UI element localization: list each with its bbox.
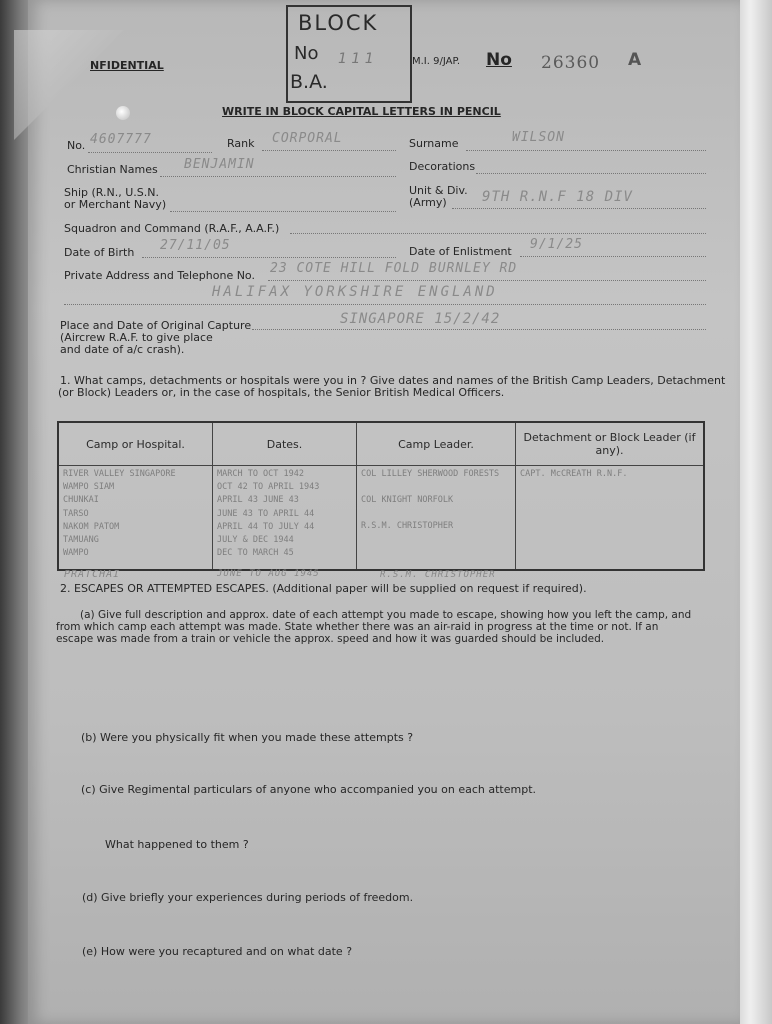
squadron-line [290,233,706,234]
number-label: No [486,50,512,70]
enlistment-value: 9/1/25 [530,237,583,252]
overflow-camp: PRATCHAI [64,569,121,580]
date-entry: APRIL 43 JUNE 43 [217,495,299,506]
no-line [88,152,212,153]
rank-line [262,150,396,151]
camp-entry: TARSO [63,508,89,519]
enlistment-label: Date of Enlistment [409,245,512,258]
date-entry: JULY & DEC 1944 [217,535,294,546]
camps-table-body [58,466,704,571]
squadron-label: Squadron and Command (R.A.F., A.A.F.) [64,222,280,235]
camps-table-header [58,422,704,466]
detachment-cell [516,466,705,571]
address-label: Private Address and Telephone No. [64,269,255,282]
surname-label: Surname [409,137,459,150]
ship-label-2: or Merchant Navy) [64,198,167,211]
capture-line [252,329,706,330]
rank-label: Rank [227,137,255,150]
camp-entry: CHUNKAI [63,495,99,506]
right-background-edge [736,0,772,1024]
block-stamp [286,5,412,103]
surname-value: WILSON [512,130,565,145]
question-2-heading: 2. ESCAPES OR ATTEMPTED ESCAPES. (Additional paper will be supplied on request if required). [60,582,587,595]
dob-label: Date of Birth [64,246,135,259]
capture-label-1: Place and Date of Original Capture [60,319,252,332]
overflow-dates: JUNE TO AUG 1945 [217,569,320,579]
enlistment-line [520,256,706,257]
date-entry: MARCH TO OCT 1942 [217,469,304,479]
stamp-line-no: No [294,43,319,64]
leader-entry: COL LILLEY SHERWOOD FORESTS [361,469,500,479]
column-header-detachment: Detachment or Block Leader (if any). [516,422,705,466]
camp-entry: WAMPO [63,548,89,559]
series-letter: A [628,50,642,70]
christian-names-value: BENJAMIN [184,157,255,172]
address-line-2 [64,304,706,305]
date-entry: JUNE 43 TO APRIL 44 [217,508,315,519]
address-line-1 [268,280,706,281]
question-1-line-2: (or Block) Leaders or, in the case of hospitals, the Senior British Medical Officers. [58,386,505,399]
ship-label-1: Ship (R.N., U.S.N. [64,186,159,199]
question-2c-followup: What happened to them ? [105,838,249,851]
question-2c: (c) Give Regimental particulars of anyone who accompanied you on each attempt. [81,783,537,796]
leader-spacer [361,507,511,520]
unit-line [452,208,706,209]
capture-label-2: (Aircrew R.A.F. to give place [60,331,213,344]
question-2a-line-3: escape was made from a train or vehicle the approx. speed and how it was guarded should be included. [56,633,605,645]
decorations-label: Decorations [409,160,476,173]
dob-value: 27/11/05 [160,238,231,253]
detachment-entry: CAPT. McCREATH R.N.F. [520,469,628,479]
question-2a-line-1: (a) Give full description and approx. date of each attempt you made to escape, showing how you left the camp, and [80,609,692,621]
no-value: 4607777 [90,132,152,147]
leaders-cell [357,466,516,571]
rank-value: CORPORAL [272,131,343,146]
column-header-camp: Camp or Hospital. [58,422,213,466]
instruction-heading: WRITE IN BLOCK CAPITAL LETTERS IN PENCIL [222,105,501,118]
ship-line [170,211,396,212]
question-2a-line-2: from which camp each attempt was made. State whether there was an air-raid in progress at the time or not. If an [56,621,659,633]
leader-entry: R.S.M. CHRISTOPHER [361,521,454,532]
camps-table [57,421,705,571]
dates-cell [213,466,357,571]
camp-entry: TAMUANG [63,535,99,546]
camps-cell [58,466,213,571]
date-entry: DEC TO MARCH 45 [217,548,294,559]
unit-value: 9TH R.N.F 18 DIV [482,189,633,205]
date-entry: OCT 42 TO APRIL 1943 [217,482,320,493]
leader-entry: COL KNIGHT NORFOLK [361,495,454,506]
surname-line [466,150,706,151]
unit-label-1: Unit & Div. [409,184,468,197]
camp-entry: WAMPO SIAM [63,482,115,493]
camp-entry: RIVER VALLEY SINGAPORE [63,469,176,479]
capture-label-3: and date of a/c crash). [60,343,185,356]
dob-line [142,257,396,258]
overflow-leader: R.S.M. CHRISTOPHER [380,570,496,580]
question-2b: (b) Were you physically fit when you made these attempts ? [81,731,414,744]
column-header-dates: Dates. [213,422,357,466]
camp-entry: NAKOM PATOM [63,521,120,532]
pin-icon [116,106,130,120]
date-entry: APRIL 44 TO JULY 44 [217,521,315,532]
form-code: M.I. 9/JAP. [412,56,461,67]
stamp-handwriting: 1 1 1 [338,51,374,67]
stamp-line-block: BLOCK [298,11,379,35]
unit-label-2: (Army) [409,196,447,209]
no-label: No. [67,139,86,152]
form-number: 26360 [541,53,601,73]
column-header-camp-leader: Camp Leader. [357,422,516,466]
decorations-line [476,173,706,174]
leader-spacer [361,481,511,494]
capture-value: SINGAPORE 15/2/42 [340,311,501,327]
classification-label: NFIDENTIAL [90,59,164,72]
question-1-line-1: 1. What camps, detachments or hospitals were you in ? Give dates and names of the British Camp Leaders, Detachment [60,374,726,387]
christian-names-line [160,176,396,177]
address-value-1: 23 COTE HILL FOLD BURNLEY RD [270,261,518,276]
christian-names-label: Christian Names [67,163,158,176]
stamp-line-ba: B.A. [290,71,328,93]
question-2d: (d) Give briefly your experiences during periods of freedom. [82,891,414,904]
address-value-2: HALIFAX YORKSHIRE ENGLAND [212,284,498,300]
question-2e: (e) How were you recaptured and on what date ? [82,945,353,958]
